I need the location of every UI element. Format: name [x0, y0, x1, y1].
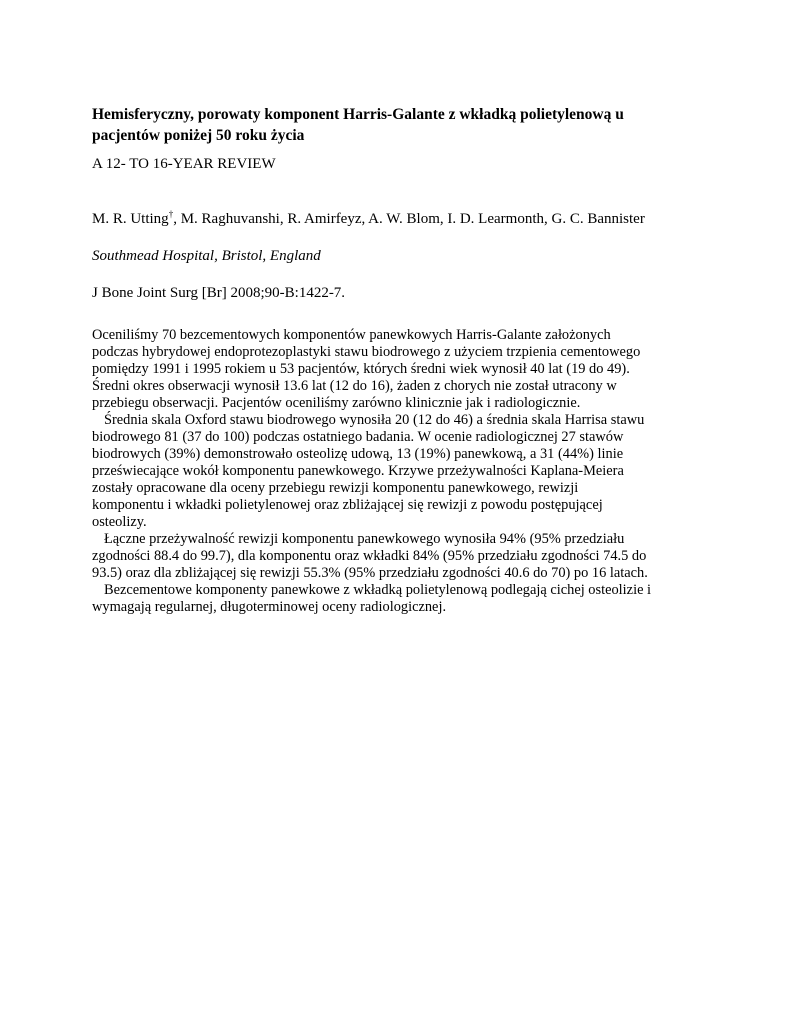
abstract-paragraph: [92, 412, 704, 531]
abstract-paragraph: [92, 327, 704, 412]
article-title-line: pacjentów poniżej 50 roku życia: [92, 127, 305, 144]
abstract-paragraph: [92, 531, 704, 582]
abstract-line: podczas hybrydowej endoprotezoplastyki stawu biodrowego z użyciem trzpienia cementowego: [92, 344, 641, 360]
author-list: [92, 209, 712, 229]
abstract-line: Oceniliśmy 70 bezcementowych komponentów panewkowych Harris-Galante założonych: [92, 327, 611, 343]
author-footnote-mark: †: [168, 209, 174, 219]
abstract-line: zgodności 88.4 do 99.7), dla komponentu oraz wkładki 84% (95% przedziału zgodności 74.5 do: [92, 548, 647, 564]
abstract-line: komponentu i wkładki polietylenowej oraz zbliżającej się rewizji z powodu postępującej: [92, 497, 603, 513]
abstract-paragraph: [92, 582, 704, 616]
abstract-line: biodrowego 81 (37 do 100) podczas ostatniego badania. W ocenie radiologicznej 27 stawów: [92, 429, 624, 445]
abstract-line: Średnia skala Oxford stawu biodrowego wynosiła 20 (12 do 46) a średnia skala Harrisa stawu: [104, 412, 645, 428]
abstract-line: przeświecające wokół komponentu panewkowego. Krzywe przeżywalności Kaplana-Meiera: [92, 463, 624, 479]
article-title-line: Hemisferyczny, porowaty komponent Harris-Galante z wkładką polietylenową u: [92, 106, 624, 123]
journal-citation: J Bone Joint Surg [Br] 2008;90-B:1422-7.: [92, 285, 346, 301]
abstract-line: 93.5) oraz dla zbliżającej się rewizji 55.3% (95% przedziału zgodności 40.6 do 70) po 16 latach.: [92, 565, 648, 581]
abstract-line: Bezcementowe komponenty panewkowe z wkładką polietylenową podlegają cichej osteolizie i: [104, 582, 652, 598]
abstract-line: Łączne przeżywalność rewizji komponentu panewkowego wynosiła 94% (95% przedziału: [104, 531, 625, 547]
co-authors: , M. Raghuvanshi, R. Amirfeyz, A. W. Blom, I. D. Learmonth, G. C. Bannister: [173, 211, 645, 227]
abstract-line: zostały opracowane dla oceny przebiegu rewizji komponentu panewkowego, rewizji: [92, 480, 579, 496]
document-page: [92, 104, 712, 616]
abstract-line: biodrowych (39%) demonstrowało osteolizę udową, 13 (19%) panewkową, a 31 (44%) linie: [92, 446, 624, 462]
abstract-line: wymagają regularnej, długoterminowej oceny radiologicznej.: [92, 599, 447, 615]
abstract-line: przebiegu obserwacji. Pacjentów oceniliśmy zarówno klinicznie jak i radiologicznie.: [92, 395, 581, 411]
article-title: [92, 104, 712, 146]
abstract-line: pomiędzy 1991 i 1995 rokiem u 53 pacjentów, których średni wiek wynosił 40 lat (19 do 49).: [92, 361, 630, 377]
affiliation: Southmead Hospital, Bristol, England: [92, 248, 321, 264]
abstract-line: osteolizy.: [92, 514, 147, 530]
abstract: [92, 327, 704, 616]
abstract-line: Średni okres obserwacji wynosił 13.6 lat (12 do 16), żaden z chorych nie został utracony w: [92, 378, 617, 394]
first-author: M. R. Utting: [92, 211, 169, 227]
article-subtitle: A 12- TO 16-YEAR REVIEW: [92, 156, 276, 172]
